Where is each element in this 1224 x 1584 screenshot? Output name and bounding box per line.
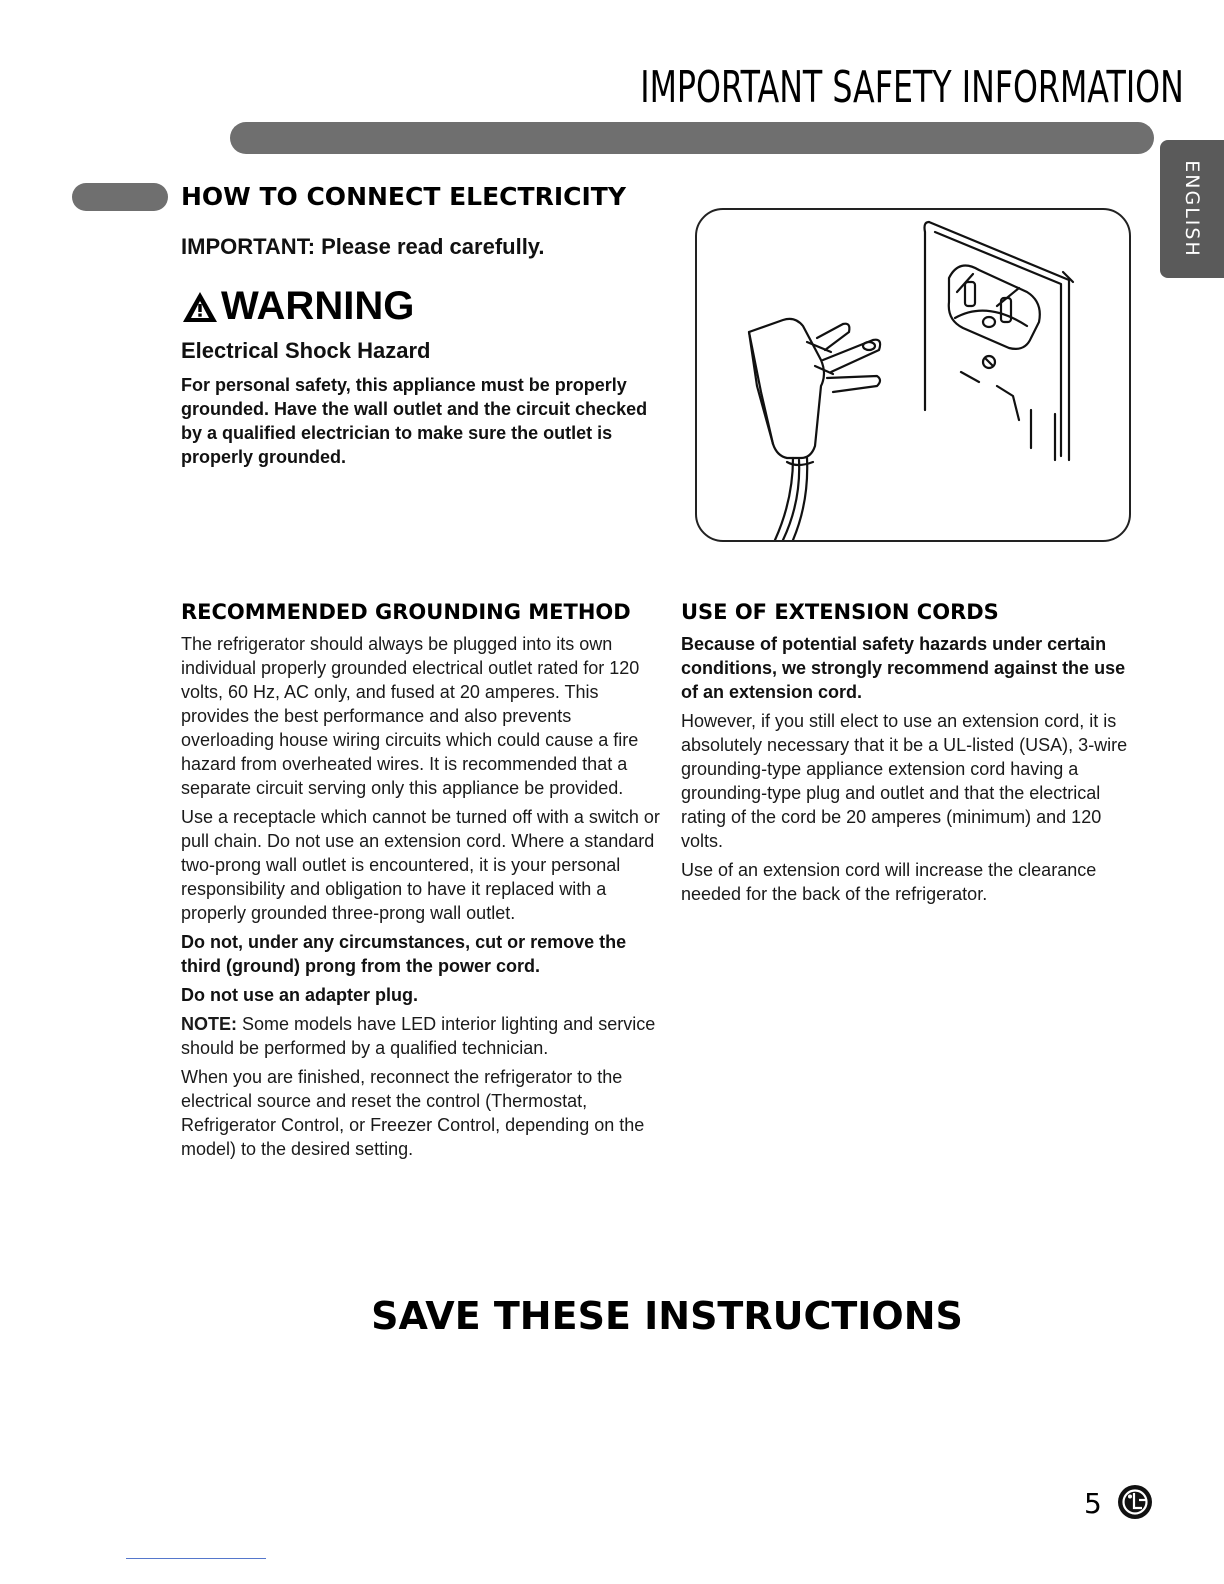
- extension-paragraph: Use of an extension cord will increase the clearance needed for the back of the refrigerator.: [681, 860, 1097, 904]
- page-number: 5: [1084, 1487, 1102, 1520]
- grounding-paragraph: When you are finished, reconnect the refrigerator to the electrical source and reset the control (Thermostat, Refrigerator Control, or Freezer Control, depending on the model) to the desired setting.: [181, 1067, 645, 1159]
- lg-logo-icon: [1117, 1484, 1153, 1520]
- language-tab: [1160, 140, 1224, 278]
- warning-text: WARNING: [221, 284, 415, 328]
- note-text: Some models have LED interior lighting and service should be performed by a qualified technician.: [181, 1014, 656, 1058]
- section-heading: HOW TO CONNECT ELECTRICITY: [181, 182, 626, 211]
- plug-outlet-illustration: [695, 208, 1131, 542]
- important-notice: IMPORTANT: Please read carefully.: [181, 234, 545, 259]
- warning-label: [181, 284, 414, 329]
- grounding-paragraph: Use a receptacle which cannot be turned off with a switch or pull chain. Do not use an extension cord. Where a standard two-prong wall outlet is encountered, it is your personal responsibility and obligation to have it replaced with a properly grounded three-prong wall outlet.: [181, 807, 660, 923]
- adapter-warning: Do not use an adapter plug.: [181, 985, 419, 1005]
- hazard-title: Electrical Shock Hazard: [181, 338, 431, 363]
- extension-section: [681, 632, 1141, 911]
- warning-triangle-icon: [181, 290, 219, 324]
- save-instructions: SAVE THESE INSTRUCTIONS: [371, 1294, 963, 1338]
- extension-warning: Because of potential safety hazards under certain conditions, we strongly recommend against the use of an extension cord.: [681, 634, 1126, 702]
- language-tab-label: ENGLISH: [1181, 160, 1203, 258]
- footer-line: [126, 1558, 266, 1559]
- page-title: IMPORTANT SAFETY INFORMATION: [640, 62, 1184, 113]
- hazard-text: For personal safety, this appliance must be properly grounded. Have the wall outlet and the circuit checked by a qualified electrician to make sure the outlet is properly grounded.: [181, 375, 648, 467]
- section-marker: [72, 183, 168, 211]
- note-label: NOTE:: [181, 1014, 237, 1034]
- led-note: [181, 1012, 661, 1060]
- extension-heading: USE OF EXTENSION CORDS: [681, 600, 999, 624]
- grounding-paragraph: The refrigerator should always be plugged into its own individual properly grounded electrical outlet rated for 120 volts, 60 Hz, AC only, and fused at 20 amperes. This provides the best performance and also prevents overloading house wiring circuits which could cause a fire hazard from overheated wires. It is recommended that a separate circuit serving only this appliance be provided.: [181, 634, 640, 798]
- grounding-section: [181, 632, 661, 1166]
- grounding-heading: RECOMMENDED GROUNDING METHOD: [181, 600, 631, 624]
- title-bar: [230, 122, 1154, 154]
- extension-paragraph: However, if you still elect to use an extension cord, it is absolutely necessary that it be a UL-listed (USA), 3-wire grounding-type appliance extension cord having a grounding-type plug and outlet and that the electrical rating of the cord be 20 amperes (minimum) and 120 volts.: [681, 711, 1128, 851]
- ground-prong-warning: Do not, under any circumstances, cut or remove the third (ground) prong from the power cord.: [181, 932, 627, 976]
